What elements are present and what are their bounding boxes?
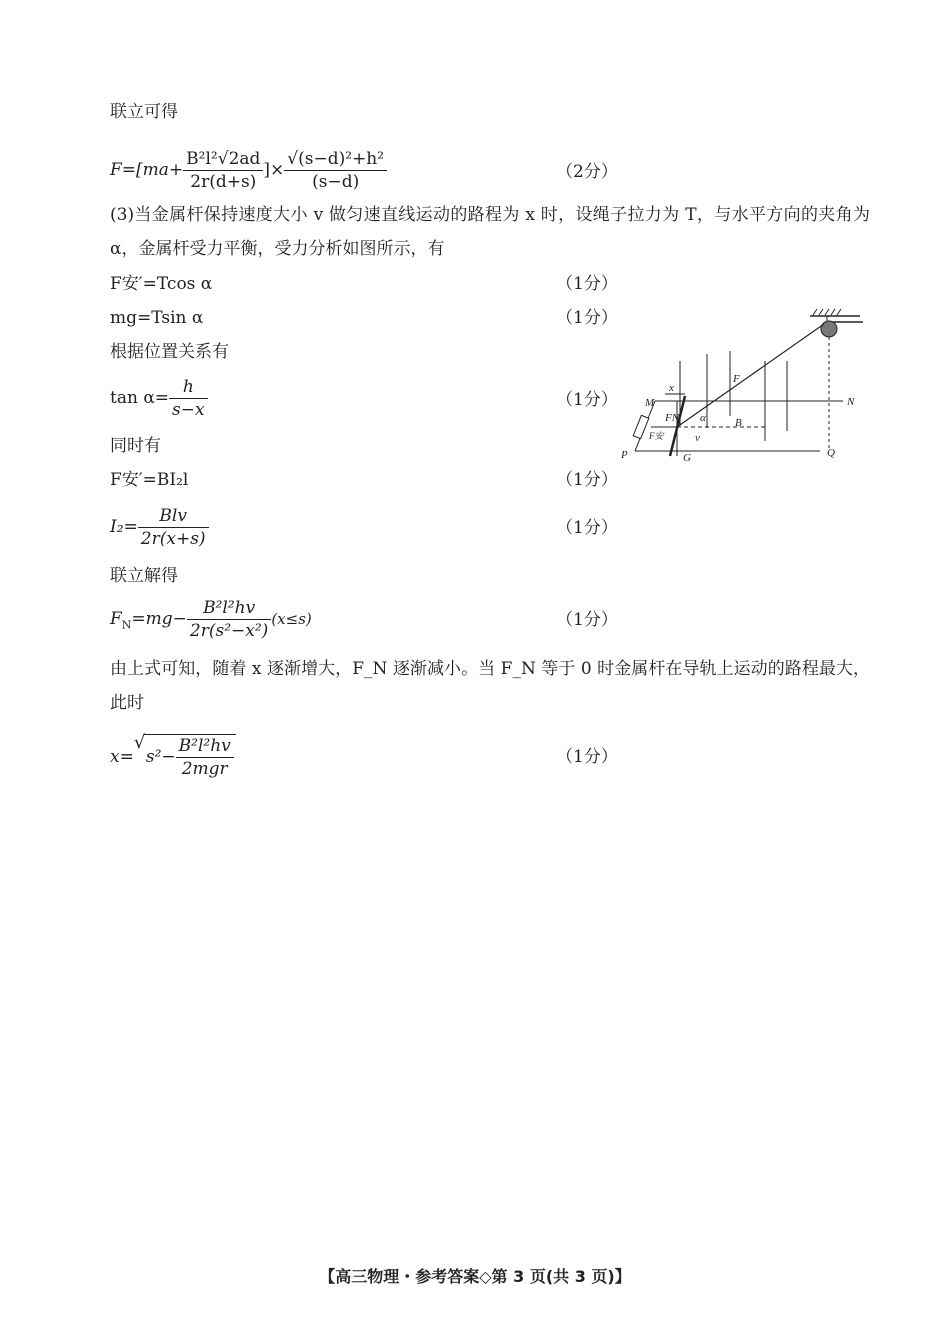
eq-F-den1: 2r(d+s) xyxy=(190,172,257,192)
eq-F-num2: √(s−d)²+h² xyxy=(284,148,387,171)
eq7-frac xyxy=(176,735,234,780)
equation-4: F安′=BI₂l xyxy=(110,470,189,490)
part3-text: (3)当金属杆保持速度大小 v 做匀速直线运动的路程为 x 时，设绳子拉力为 T，与水平方向的夹角为 α，金属杆受力平衡，受力分析如图所示，有 xyxy=(110,205,870,259)
equation-2: mg=Tsin α xyxy=(110,308,204,328)
points-6: （1分） xyxy=(556,610,618,630)
eq5-num: Blv xyxy=(138,505,209,528)
eq3-lhs: tan α= xyxy=(110,388,170,408)
eq-F-lhs: F=[ xyxy=(110,160,143,180)
points-5: （1分） xyxy=(556,518,618,538)
eq7-lhs: x= xyxy=(110,747,134,767)
label-Q: Q xyxy=(827,447,835,459)
eq7-sqrt xyxy=(134,734,236,780)
label-F: F xyxy=(733,373,740,385)
text-solve: 联立解得 xyxy=(110,566,178,586)
eq6-lhs: F xyxy=(110,609,122,629)
label-FN: FN xyxy=(665,412,680,424)
points-3: （1分） xyxy=(556,390,618,410)
equation-6 xyxy=(110,597,312,642)
eq-F-frac1 xyxy=(183,148,263,193)
label-alpha: α xyxy=(700,412,706,424)
label-x: x xyxy=(669,382,674,394)
text-combine: 联立可得 xyxy=(110,102,178,122)
eq5-frac xyxy=(138,505,209,550)
eq3-frac xyxy=(169,376,208,421)
text-same: 同时有 xyxy=(110,436,161,456)
eq6-num: B²l²hv xyxy=(187,597,271,620)
eq7-rad-a: s²− xyxy=(145,747,176,767)
ceiling-hatch xyxy=(813,309,841,315)
resistor-icon xyxy=(633,415,649,438)
equation-3 xyxy=(110,376,208,421)
eq-F-close: ]× xyxy=(263,160,285,180)
label-P: P xyxy=(621,449,628,461)
equation-F xyxy=(110,148,387,193)
conclusion-text: 由上式可知，随着 x 逐渐增大，F_N 逐渐减小。当 F_N 等于 0 时金属杆在导轨上运动的路程最大，此时 xyxy=(110,659,870,713)
eq5-den: 2r(x+s) xyxy=(140,529,206,549)
sqrt-icon: √ xyxy=(133,732,146,753)
points-1: （1分） xyxy=(556,274,618,294)
page-footer: 【高三物理・参考答案◇第 3 页(共 3 页)】 xyxy=(319,1267,631,1286)
points-F: （2分） xyxy=(556,162,618,182)
label-M: M xyxy=(645,397,655,409)
eq7-num: B²l²hv xyxy=(176,735,234,758)
eq6-frac xyxy=(187,597,271,642)
eq-F-term1: ma+ xyxy=(142,160,184,180)
eq-F-frac2 xyxy=(284,148,387,193)
label-G: G xyxy=(683,452,691,464)
equation-1: F安′=Tcos α xyxy=(110,274,213,294)
eq6-sub: N xyxy=(121,618,132,632)
eq5-lhs: I₂= xyxy=(110,517,138,537)
eq7-den: 2mgr xyxy=(181,759,228,779)
pulley-icon xyxy=(821,321,837,337)
equation-5 xyxy=(110,505,209,550)
eq3-den: s−x xyxy=(172,400,205,420)
label-N: N xyxy=(847,396,855,408)
text-position: 根据位置关系有 xyxy=(110,342,229,362)
label-Fan: F安 xyxy=(649,431,664,441)
points-7: （1分） xyxy=(556,747,618,767)
eq-F-den2: (s−d) xyxy=(312,172,360,192)
label-v: v xyxy=(695,432,700,444)
points-4: （1分） xyxy=(556,470,618,490)
eq6-mid: =mg− xyxy=(131,609,187,629)
eq-F-num1: B²l²√2ad xyxy=(183,148,263,171)
label-B: B xyxy=(735,417,742,429)
eq3-num: h xyxy=(169,376,208,399)
points-2: （1分） xyxy=(556,308,618,328)
eq6-den: 2r(s²−x²) xyxy=(189,621,269,641)
eq6-cond: (x≤s) xyxy=(271,610,312,628)
force-diagram xyxy=(615,306,870,466)
equation-7 xyxy=(110,734,236,780)
